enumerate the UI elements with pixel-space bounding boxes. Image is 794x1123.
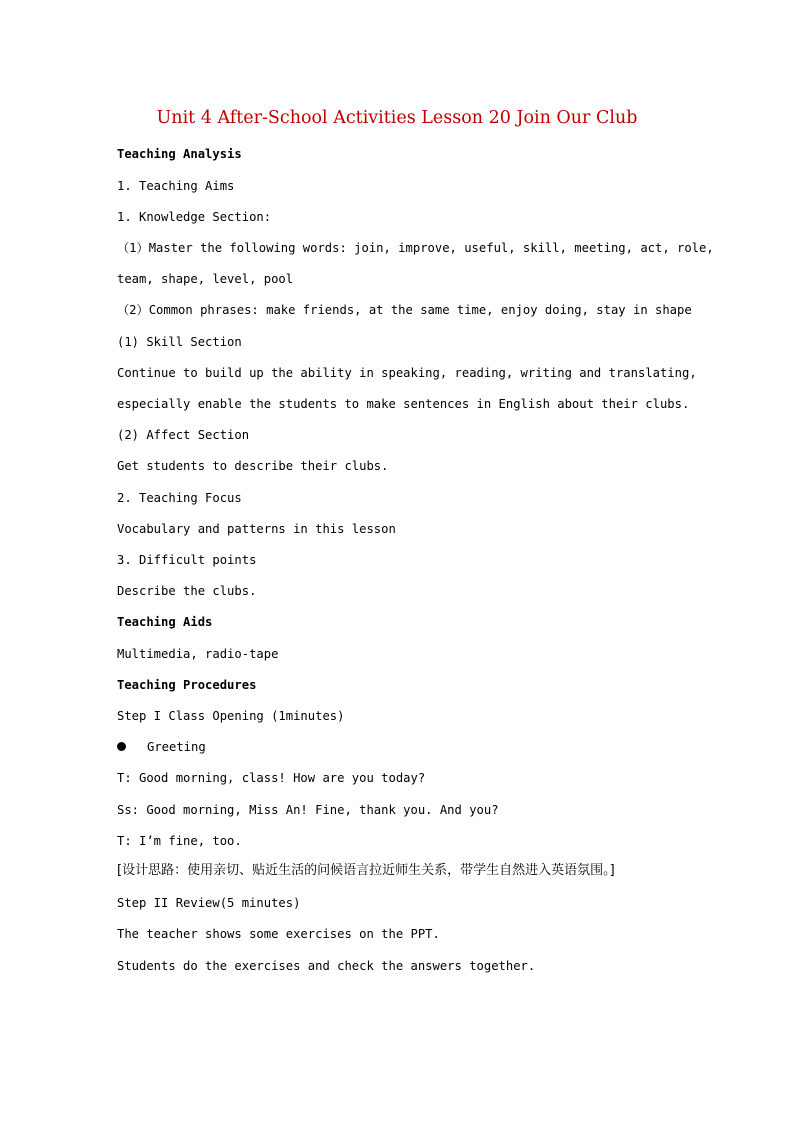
document-title: Unit 4 After-School Activities Lesson 20 Join Our Club [156,108,638,128]
text-line: The teacher shows some exercises on the PPT. [117,927,440,941]
text-line: Describe the clubs. [117,584,257,598]
text-line: （1）Master the following words: join, improve, useful, skill, meeting, act, role, [117,241,714,255]
section-difficult-points: 3. Difficult points [117,553,257,567]
bullet-text: Greeting [147,740,206,754]
bullet-item [117,739,206,755]
text-line: （2）Common phrases: make friends, at the same time, enjoy doing, stay in shape [117,303,692,317]
dialogue-line: T: I’m fine, too. [117,834,242,848]
design-note: [设计思路：使用亲切、贴近生活的问候语言拉近师生关系，带学生自然进入英语氛围。] [117,863,615,878]
section-teaching-focus: 2. Teaching Focus [117,491,242,505]
text-line: Students do the exercises and check the answers together. [117,959,536,973]
text-line: Get students to describe their clubs. [117,459,389,473]
heading-teaching-procedures: Teaching Procedures [117,678,257,692]
section-teaching-aims: 1. Teaching Aims [117,179,235,193]
text-line: Continue to build up the ability in speaking, reading, writing and translating, [117,366,697,380]
text-line: especially enable the students to make sentences in English about their clubs. [117,397,690,411]
bullet-icon [117,742,126,751]
heading-teaching-aids: Teaching Aids [117,615,213,629]
text-line: team, shape, level, pool [117,272,294,286]
subsection-skill: (1) Skill Section [117,335,242,349]
subsection-knowledge: 1. Knowledge Section: [117,210,272,224]
step-two-heading: Step II Review(5 minutes) [117,896,301,910]
step-one-heading: Step I Class Opening (1minutes) [117,709,345,723]
dialogue-line: Ss: Good morning, Miss An! Fine, thank you. And you? [117,803,499,817]
subsection-affect: (2) Affect Section [117,428,250,442]
text-line: Vocabulary and patterns in this lesson [117,522,396,536]
text-line: Multimedia, radio-tape [117,647,279,661]
dialogue-line: T: Good morning, class! How are you today? [117,771,426,785]
heading-teaching-analysis: Teaching Analysis [117,147,242,161]
